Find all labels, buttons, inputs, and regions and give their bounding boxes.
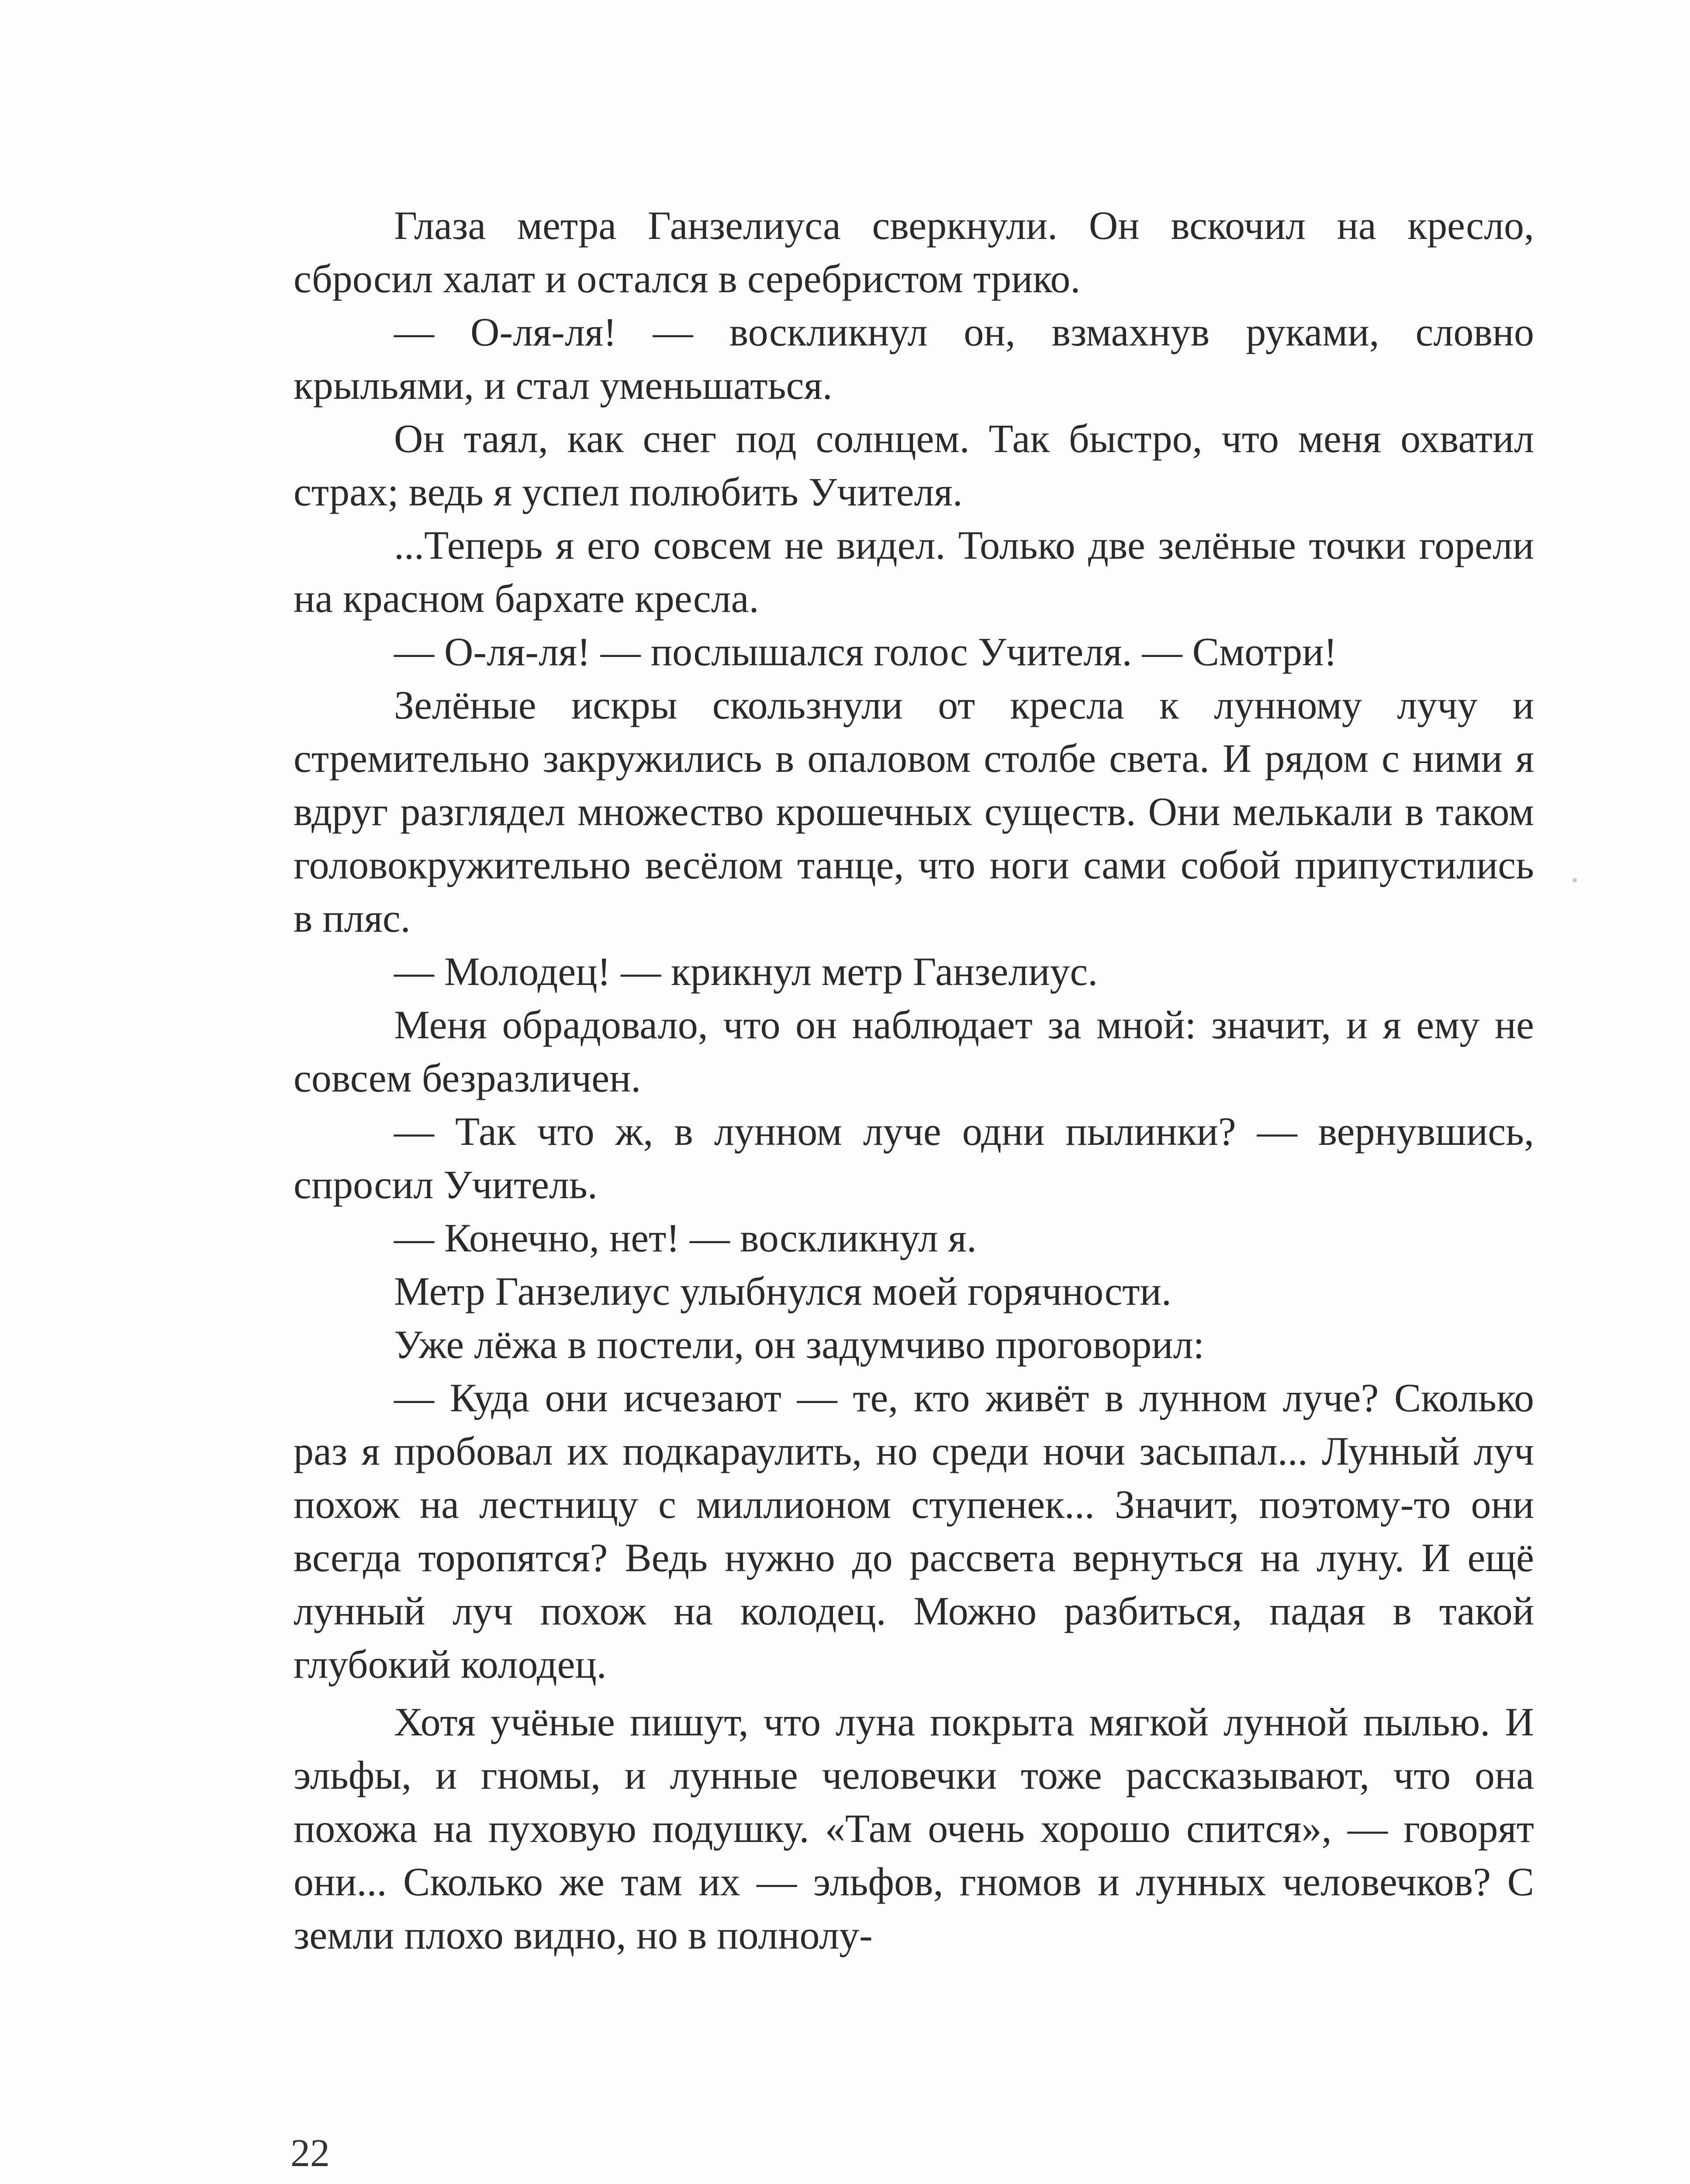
paragraph: — Конечно, нет! — воскликнул я. bbox=[394, 1216, 977, 1260]
paragraph: Уже лёжа в постели, он задумчиво проговорил: bbox=[394, 1322, 1205, 1367]
paragraph: — Молодец! — крикнул метр Ганзелиус. bbox=[394, 949, 1098, 994]
paragraph: — Так что ж, в лунном луче одни пылинки? — вернувшись, спросил Учитель. bbox=[294, 1109, 1534, 1207]
scan-speck bbox=[1572, 878, 1577, 882]
paragraph: Он таял, как снег под солнцем. Так быстро, что меня охватил страх; ведь я успел полюбить Учителя. bbox=[294, 416, 1534, 514]
paragraph: — О-ля-ля! — послышался голос Учителя. — Смотри! bbox=[394, 629, 1337, 674]
paragraph: Глаза метра Ганзелиуса сверкнули. Он вскочил на кресло, сбросил халат и остался в серебристом трико. bbox=[294, 203, 1534, 301]
paragraph: Хотя учёные пишут, что луна покрыта мягкой лунной пылью. И эльфы, и гномы, и лунные человечки тоже рассказывают, что она похожа на пуховую подушку. «Там очень хорошо спится», — говорят они... Сколько же там их — эльфов, гномов и лунных человечков? С земли плохо видно, но в полнолу- bbox=[294, 1700, 1534, 1957]
paragraph: ...Теперь я его совсем не видел. Только две зелёные точки горели на красном бархате кресла. bbox=[294, 523, 1534, 621]
paragraph: Меня обрадовало, что он наблюдает за мной: значит, и я ему не совсем безразличен. bbox=[294, 1002, 1534, 1100]
paragraph: Зелёные искры скользнули от кресла к лунному лучу и стремительно закружились в опаловом столбе света. И рядом с ними я вдруг разглядел множество крошечных существ. Они мелькали в таком головокружительно весёлом танце, что ноги сами собой припустились в пляс. bbox=[294, 683, 1534, 940]
paragraph: Метр Ганзелиус улыбнулся моей горячности. bbox=[394, 1269, 1172, 1313]
body-text bbox=[294, 199, 1534, 1962]
paragraph: — О-ля-ля! — воскликнул он, взмахнув руками, словно крыльями, и стал уменьшаться. bbox=[294, 310, 1534, 408]
page-number: 22 bbox=[290, 2132, 330, 2175]
paragraph: — Куда они исчезают — те, кто живёт в лунном луче? Сколько раз я пробовал их подкараулить, но среди ночи засыпал... Лунный луч похож на лестницу с миллионом ступенек... Значит, поэтому-то они всегда торопятся? Ведь нужно до рассвета вернуться на луну. И ещё лунный луч похож на колодец. Можно разбиться, падая в такой глубокий колодец. bbox=[294, 1375, 1534, 1686]
